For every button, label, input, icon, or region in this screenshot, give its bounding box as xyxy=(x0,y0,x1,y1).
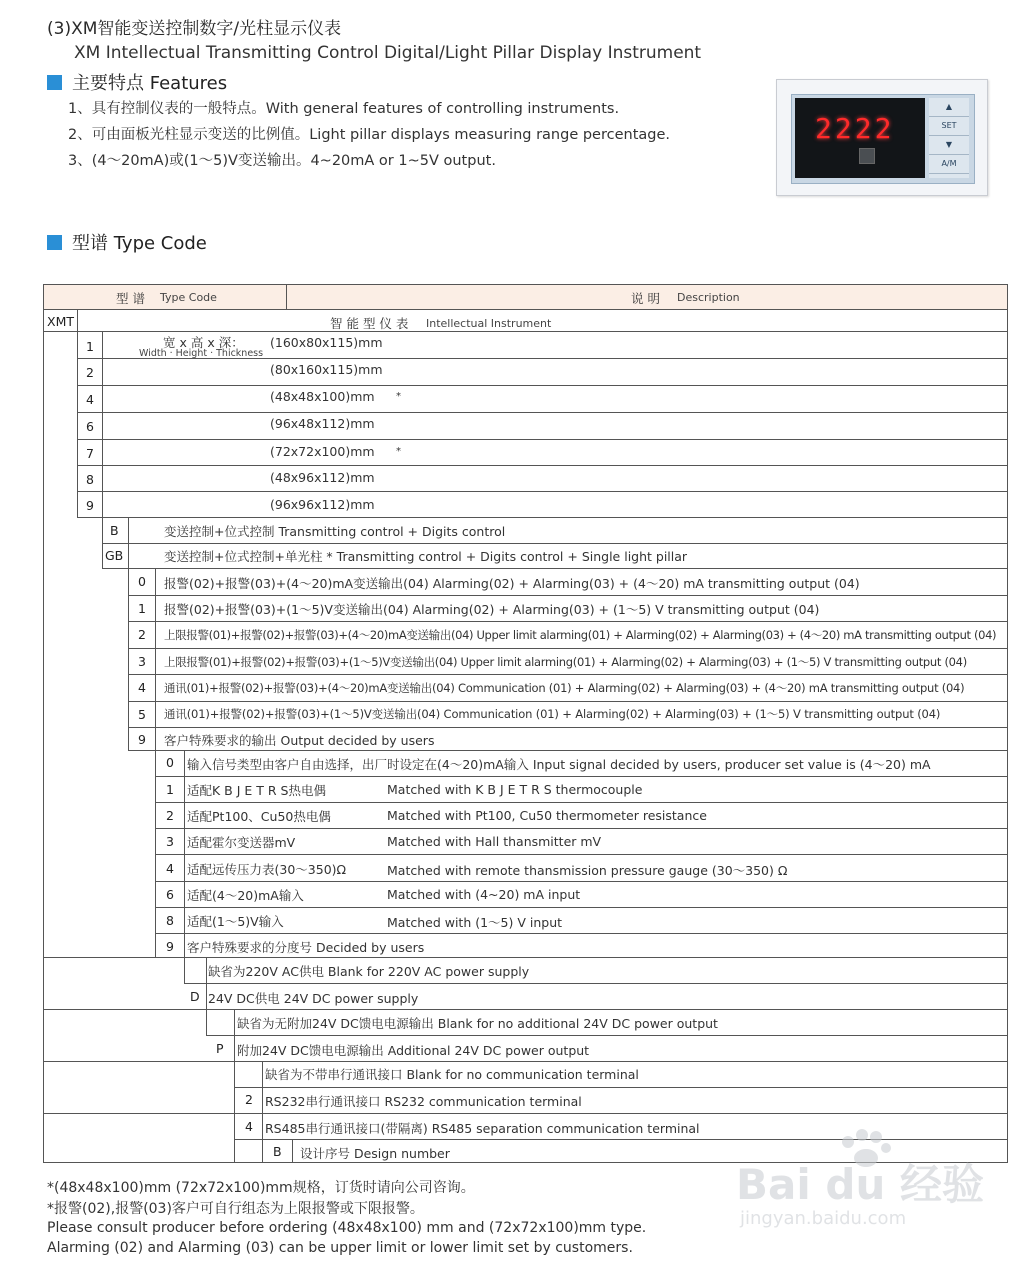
size-desc: (80x160x115)mm xyxy=(270,362,383,377)
instrument-display xyxy=(795,98,925,178)
input-zh: 适配(1～5)V输入 xyxy=(187,914,284,929)
input-code: 3 xyxy=(166,834,174,849)
watermark-logo-text: Bai du 经验 xyxy=(736,1160,984,1209)
set-key: SET xyxy=(929,117,969,136)
function-desc: 变送控制+位式控制 Transmitting control + Digits control xyxy=(164,524,506,539)
size-desc: (160x80x115)mm xyxy=(270,335,383,350)
typecode-heading-text: 型谱 Type Code xyxy=(72,233,207,254)
indicator-led-icon xyxy=(859,148,875,164)
input-en: Matched with Hall thansmitter mV xyxy=(387,834,602,849)
input-code: 6 xyxy=(166,887,174,902)
watermark-url: jingyan.baidu.com xyxy=(740,1208,907,1229)
output-desc: 报警(02)+报警(03)+(1～5)V变送输出(04) Alarming(02) + Alarming(03) + (1～5) V transmitting output (04) xyxy=(164,602,820,617)
note-zh-2: *报警(02),报警(03)客户可自行组态为上限报警或下限报警。 xyxy=(47,1201,424,1217)
note-zh-1: *(48x48x100)mm (72x72x100)mm规格，订货时请向公司咨询。 xyxy=(47,1180,475,1196)
output-code: 2 xyxy=(138,627,146,642)
input-zh: 适配远传压力表(30～350)Ω xyxy=(187,862,347,877)
input-zh: 适配Pt100、Cu50热电偶 xyxy=(187,809,331,824)
design-desc: 设计序号 Design number xyxy=(300,1146,450,1161)
feature-item-2: 2、可由面板光柱显示变送的比例值。Light pillar displays measuring range percentage. xyxy=(68,127,671,143)
blue-square-icon xyxy=(47,75,62,90)
function-desc: 变送控制+位式控制+单光柱 * Transmitting control + Digits control + Single light pillar xyxy=(164,549,688,564)
instrument-front-panel xyxy=(791,94,975,184)
instrument-keypad xyxy=(929,98,969,178)
aux-power-desc: 附加24V DC馈电电源输出 Additional 24V DC power output xyxy=(237,1043,590,1058)
title-chinese: (3)XM智能变送控制数字/光柱显示仪表 xyxy=(47,19,342,39)
input-code: 0 xyxy=(166,755,174,770)
input-en: Matched with (1～5) V input xyxy=(387,915,563,930)
xmt-zh: 智 能 型 仪 表 xyxy=(330,316,409,331)
feature-item-1: 1、具有控制仪表的一般特点。With general features of controlling instruments. xyxy=(68,101,620,117)
size-desc: (96x48x112)mm xyxy=(270,416,375,431)
input-zh: 适配K B J E T R S热电偶 xyxy=(187,783,326,798)
input-en: Matched with (4~20) mA input xyxy=(387,887,581,902)
input-zh: 客户特殊要求的分度号 Decided by users xyxy=(187,940,425,955)
power-desc: 缺省为220V AC供电 Blank for 220V AC power supply xyxy=(208,964,530,979)
output-desc: 通讯(01)+报警(02)+报警(03)+(4～20)mA变送输出(04) Communication (01) + Alarming(02) + Alarming(03) + (4～20) mA transmitting output (04) xyxy=(164,681,965,695)
size-label-en: Width · Height · Thickness xyxy=(139,348,264,359)
function-code: GB xyxy=(105,548,124,563)
size-mark: * xyxy=(396,446,401,457)
features-heading xyxy=(47,69,227,95)
size-desc: (96x96x112)mm xyxy=(270,497,375,512)
input-code: 8 xyxy=(166,913,174,928)
xmt-code: XMT xyxy=(47,314,74,329)
input-en: Matched with remote thansmission pressure gauge (30～350) Ω xyxy=(387,863,788,878)
size-code: 8 xyxy=(86,472,94,487)
output-code: 1 xyxy=(138,601,146,616)
output-code: 4 xyxy=(138,680,146,695)
output-desc: 报警(02)+报警(03)+(4～20)mA变送输出(04) Alarming(02) + Alarming(03) + (4～20) mA transmitting output (04) xyxy=(164,576,860,591)
header-code-zh: 型 谱 xyxy=(116,291,145,306)
xmt-en: Intellectual Instrument xyxy=(426,317,552,330)
output-desc: 上限报警(01)+报警(02)+报警(03)+(4～20)mA变送输出(04) Upper limit alarming(01) + Alarming(02) + Alarming(03) + (4～20) mA transmitting output (04) xyxy=(164,628,997,642)
size-code: 6 xyxy=(86,419,94,434)
input-zh: 适配(4～20)mA输入 xyxy=(187,888,304,903)
size-desc: (48x96x112)mm xyxy=(270,470,375,485)
size-code: 1 xyxy=(86,339,94,354)
comm-desc: 缺省为不带串行通讯接口 Blank for no communication terminal xyxy=(265,1067,639,1082)
output-code: 5 xyxy=(138,707,146,722)
input-en: Matched with K B J E T R S thermocouple xyxy=(387,782,643,797)
size-desc: (72x72x100)mm xyxy=(270,444,375,459)
size-code: 4 xyxy=(86,392,94,407)
up-key-icon: ▲ xyxy=(929,98,969,117)
function-code: B xyxy=(110,523,119,538)
output-code: 9 xyxy=(138,732,146,747)
size-code: 7 xyxy=(86,446,94,461)
title-english: XM Intellectual Transmitting Control Digital/Light Pillar Display Instrument xyxy=(74,43,702,63)
input-zh: 输入信号类型由客户自由选择，出厂时设定在(4～20)mA输入 Input signal decided by users, producer set value is (4～20) mA xyxy=(187,757,931,772)
input-en: Matched with Pt100, Cu50 thermometer resistance xyxy=(387,808,707,823)
output-desc: 客户特殊要求的输出 Output decided by users xyxy=(164,733,435,748)
power-desc: 24V DC供电 24V DC power supply xyxy=(208,991,419,1006)
header-desc-en: Description xyxy=(677,291,740,304)
input-code: 4 xyxy=(166,861,174,876)
output-code: 0 xyxy=(138,574,146,589)
size-desc: (48x48x100)mm xyxy=(270,389,375,404)
feature-item-3: 3、(4～20mA)或(1～5)V变送输出。4~20mA or 1~5V output. xyxy=(68,153,496,169)
size-label-zh: 宽 x 高 x 深： xyxy=(163,335,244,350)
instrument-photo xyxy=(776,79,988,196)
size-mark: * xyxy=(396,391,401,402)
input-code: 9 xyxy=(166,939,174,954)
header-desc-zh: 说 明 xyxy=(631,291,660,306)
comm-desc: RS232串行通讯接口 RS232 communication terminal xyxy=(265,1094,582,1109)
comm-code: 4 xyxy=(245,1119,253,1134)
down-key-icon: ▼ xyxy=(929,136,969,155)
size-code: 2 xyxy=(86,365,94,380)
header-code-en: Type Code xyxy=(160,291,217,304)
am-key: A/M xyxy=(929,155,969,174)
note-en-2: Alarming (02) and Alarming (03) can be upper limit or lower limit set by customers. xyxy=(47,1240,633,1256)
comm-code: 2 xyxy=(245,1092,253,1107)
type-code-table xyxy=(43,284,1008,1163)
input-zh: 适配霍尔变送器mV xyxy=(187,835,296,850)
input-code: 2 xyxy=(166,808,174,823)
display-digits: 2222 xyxy=(815,112,895,145)
features-heading-text: 主要特点 Features xyxy=(72,73,228,94)
output-code: 3 xyxy=(138,654,146,669)
output-desc: 上限报警(01)+报警(02)+报警(03)+(1～5)V变送输出(04) Upper limit alarming(01) + Alarming(02) + Alarming(03) + (1～5) V transmitting output (04) xyxy=(164,655,967,669)
size-code: 9 xyxy=(86,498,94,513)
aux-power-desc: 缺省为无附加24V DC馈电电源输出 Blank for no additional 24V DC power output xyxy=(237,1016,718,1031)
baidu-watermark xyxy=(736,1132,996,1242)
power-code: D xyxy=(190,989,200,1004)
aux-power-code: P xyxy=(216,1041,224,1056)
input-code: 1 xyxy=(166,782,174,797)
blue-square-icon xyxy=(47,235,62,250)
typecode-heading xyxy=(47,229,207,255)
note-en-1: Please consult producer before ordering (48x48x100) mm and (72x72x100)mm type. xyxy=(47,1220,647,1236)
design-code: B xyxy=(273,1144,282,1159)
comm-desc: RS485串行通讯接口(带隔离) RS485 separation communication terminal xyxy=(265,1121,700,1136)
output-desc: 通讯(01)+报警(02)+报警(03)+(1～5)V变送输出(04) Communication (01) + Alarming(02) + Alarming(03) + (1～5) V transmitting output (04) xyxy=(164,707,941,721)
